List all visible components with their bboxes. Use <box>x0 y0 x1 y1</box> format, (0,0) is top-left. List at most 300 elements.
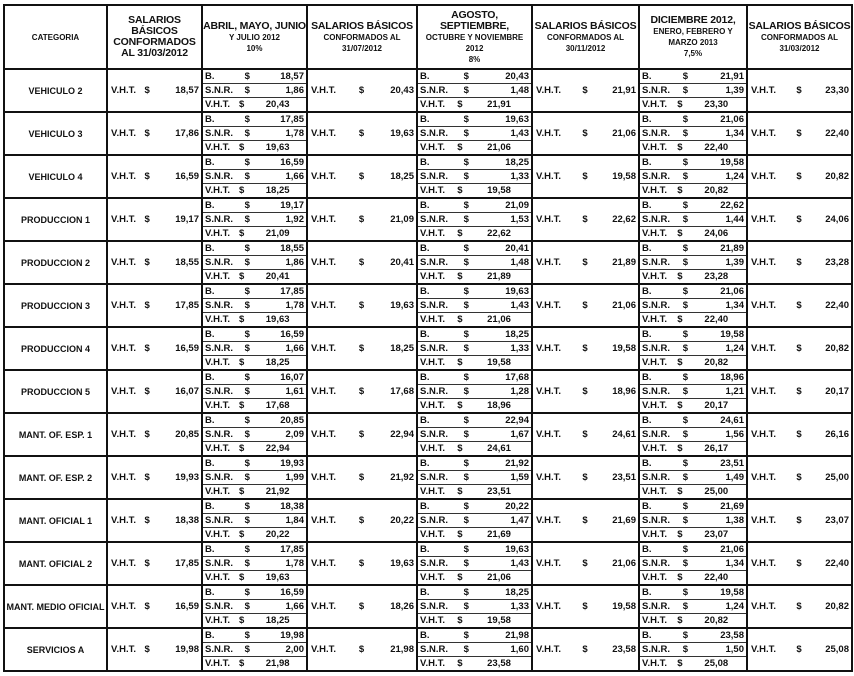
currency-symbol: $ <box>244 415 250 426</box>
vht-label: V.H.T. <box>205 443 230 454</box>
snr-label: S.N.R. <box>642 515 670 526</box>
vht-value: 21,09 <box>265 228 290 239</box>
currency-symbol: $ <box>463 114 469 125</box>
header-salary-1: SALARIOS BÁSICOS CONFORMADOS AL 31/07/2012 <box>307 5 417 69</box>
period-2-breakdown <box>417 155 532 198</box>
b-label: B. <box>205 630 215 641</box>
snr-value: 1,39 <box>725 85 744 96</box>
salary-value: 18,96 <box>612 386 636 397</box>
b-label: B. <box>420 544 430 555</box>
category-cell <box>4 241 107 284</box>
vht-value: 25,00 <box>704 486 729 497</box>
vht-label: V.H.T. <box>536 558 561 569</box>
b-value: 19,58 <box>720 329 744 340</box>
snr-label: S.N.R. <box>420 515 448 526</box>
vht-label: V.H.T. <box>205 228 230 239</box>
salary-2-cell <box>532 241 639 284</box>
b-value: 19,63 <box>505 544 529 555</box>
table-row <box>4 542 852 585</box>
currency-symbol: $ <box>463 558 469 569</box>
period-1-breakdown <box>202 370 307 413</box>
table-row <box>4 69 852 112</box>
salary-1-cell <box>307 284 417 327</box>
table-row <box>4 628 852 671</box>
currency-symbol: $ <box>582 601 588 612</box>
category-label: MANT. OFICIAL 2 <box>18 558 93 569</box>
vht-label: V.H.T. <box>111 257 136 268</box>
base-value: 16,59 <box>175 601 199 612</box>
salary-value: 21,89 <box>612 257 636 268</box>
vht-label: V.H.T. <box>536 214 561 225</box>
b-label: B. <box>420 329 430 340</box>
vht-label: V.H.T. <box>536 85 561 96</box>
vht-value: 21,06 <box>487 314 511 325</box>
vht-label: V.H.T. <box>642 314 667 325</box>
snr-value: 1,44 <box>725 214 744 225</box>
snr-label: S.N.R. <box>642 343 670 354</box>
salary-3-cell <box>747 542 852 585</box>
b-value: 20,43 <box>505 71 529 82</box>
currency-symbol: $ <box>244 429 250 440</box>
b-value: 22,94 <box>505 415 529 426</box>
base-value: 18,57 <box>175 85 199 96</box>
snr-value: 1,66 <box>285 601 304 612</box>
category-cell <box>4 69 107 112</box>
snr-label: S.N.R. <box>420 257 448 268</box>
currency-symbol: $ <box>796 386 802 397</box>
vht-label: V.H.T. <box>311 300 336 311</box>
currency-symbol: $ <box>457 185 463 196</box>
salary-value: 22,40 <box>825 558 849 569</box>
vht-label: V.H.T. <box>205 271 230 282</box>
salary-value: 22,40 <box>825 300 849 311</box>
snr-label: S.N.R. <box>420 171 448 182</box>
currency-symbol: $ <box>358 429 365 440</box>
snr-label: S.N.R. <box>420 85 448 96</box>
table-row <box>4 499 852 542</box>
currency-symbol: $ <box>682 85 689 96</box>
currency-symbol: $ <box>244 286 250 297</box>
currency-symbol: $ <box>244 300 250 311</box>
vht-label: V.H.T. <box>642 658 667 669</box>
currency-symbol: $ <box>244 544 250 555</box>
b-label: B. <box>642 200 652 211</box>
category-cell <box>4 413 107 456</box>
vht-value: 21,69 <box>487 529 511 540</box>
vht-value: 22,40 <box>704 142 729 153</box>
snr-value: 1,43 <box>510 128 529 139</box>
category-cell <box>4 585 107 628</box>
base-value: 20,85 <box>175 429 199 440</box>
header-salary-2: SALARIOS BÁSICOS CONFORMADOS AL 30/11/2012 <box>532 5 639 69</box>
currency-symbol: $ <box>582 128 588 139</box>
b-label: B. <box>420 157 430 168</box>
vht-label: V.H.T. <box>751 644 776 655</box>
salary-value: 22,40 <box>825 128 849 139</box>
base-salary-cell <box>107 542 202 585</box>
category-label: PRODUCCION 5 <box>20 386 90 397</box>
snr-value: 1,49 <box>725 472 744 483</box>
salary-value: 20,82 <box>825 601 849 612</box>
currency-symbol: $ <box>463 587 469 598</box>
salary-value: 18,26 <box>390 601 414 612</box>
currency-symbol: $ <box>144 429 150 440</box>
vht-label: V.H.T. <box>420 529 445 540</box>
base-salary-cell <box>107 413 202 456</box>
vht-label: V.H.T. <box>111 601 136 612</box>
period-2-breakdown <box>417 112 532 155</box>
b-value: 21,06 <box>720 114 744 125</box>
currency-symbol: $ <box>677 529 683 540</box>
currency-symbol: $ <box>358 300 365 311</box>
salary-2-cell <box>532 499 639 542</box>
salary-3-cell <box>747 198 852 241</box>
b-label: B. <box>205 286 215 297</box>
header-row <box>4 5 852 69</box>
vht-label: V.H.T. <box>420 486 445 497</box>
currency-symbol: $ <box>244 214 250 225</box>
currency-symbol: $ <box>582 644 588 655</box>
currency-symbol: $ <box>463 515 469 526</box>
vht-label: V.H.T. <box>536 644 561 655</box>
currency-symbol: $ <box>239 486 245 497</box>
currency-symbol: $ <box>144 343 150 354</box>
currency-symbol: $ <box>144 515 150 526</box>
salary-3-cell <box>747 241 852 284</box>
currency-symbol: $ <box>677 142 683 153</box>
salary-value: 20,43 <box>390 85 414 96</box>
currency-symbol: $ <box>682 587 689 598</box>
category-cell <box>4 198 107 241</box>
currency-symbol: $ <box>682 601 689 612</box>
currency-symbol: $ <box>244 372 250 383</box>
header-categoria: CATEGORIA <box>4 5 107 69</box>
vht-label: V.H.T. <box>420 443 445 454</box>
currency-symbol: $ <box>358 601 365 612</box>
period-3-breakdown <box>639 241 747 284</box>
currency-symbol: $ <box>244 458 250 469</box>
currency-symbol: $ <box>457 314 463 325</box>
salary-value: 20,82 <box>825 171 849 182</box>
currency-symbol: $ <box>682 214 689 225</box>
salary-3-cell <box>747 112 852 155</box>
b-value: 18,55 <box>280 243 304 254</box>
vht-value: 24,06 <box>704 228 729 239</box>
b-value: 20,22 <box>505 501 529 512</box>
vht-label: V.H.T. <box>642 486 667 497</box>
category-cell <box>4 542 107 585</box>
b-value: 18,38 <box>280 501 304 512</box>
snr-value: 1,28 <box>510 386 529 397</box>
header-period-2: AGOSTO, SEPTIEMBRE, OCTUBRE Y NOVIEMBRE 2012 8% <box>417 5 532 69</box>
currency-symbol: $ <box>463 415 469 426</box>
base-salary-cell <box>107 198 202 241</box>
vht-label: V.H.T. <box>751 429 776 440</box>
vht-value: 21,06 <box>487 572 511 583</box>
base-salary-cell <box>107 69 202 112</box>
snr-value: 1,53 <box>510 214 529 225</box>
vht-label: V.H.T. <box>642 529 667 540</box>
currency-symbol: $ <box>239 185 245 196</box>
base-salary-cell <box>107 112 202 155</box>
currency-symbol: $ <box>796 171 802 182</box>
currency-symbol: $ <box>358 85 365 96</box>
b-value: 17,68 <box>505 372 529 383</box>
salary-2-cell <box>532 155 639 198</box>
table-row <box>4 585 852 628</box>
period-2-breakdown <box>417 499 532 542</box>
vht-value: 23,07 <box>704 529 729 540</box>
currency-symbol: $ <box>682 515 689 526</box>
b-label: B. <box>642 286 652 297</box>
period-3-breakdown <box>639 155 747 198</box>
currency-symbol: $ <box>463 128 469 139</box>
snr-label: S.N.R. <box>642 472 670 483</box>
vht-value: 19,63 <box>265 142 290 153</box>
base-value: 17,85 <box>175 300 199 311</box>
vht-value: 17,68 <box>265 400 290 411</box>
currency-symbol: $ <box>463 429 469 440</box>
vht-value: 18,96 <box>487 400 511 411</box>
currency-symbol: $ <box>358 515 365 526</box>
currency-symbol: $ <box>358 257 365 268</box>
currency-symbol: $ <box>244 472 250 483</box>
vht-label: V.H.T. <box>420 615 445 626</box>
salary-value: 21,69 <box>612 515 636 526</box>
salary-value: 22,62 <box>612 214 636 225</box>
period-3-breakdown <box>639 112 747 155</box>
base-salary-cell <box>107 370 202 413</box>
b-label: B. <box>205 114 215 125</box>
category-cell <box>4 499 107 542</box>
currency-symbol: $ <box>796 644 802 655</box>
vht-label: V.H.T. <box>536 171 561 182</box>
currency-symbol: $ <box>244 343 250 354</box>
salary-value: 23,07 <box>825 515 849 526</box>
snr-value: 1,33 <box>510 601 529 612</box>
vht-label: V.H.T. <box>311 429 336 440</box>
table-row <box>4 241 852 284</box>
category-cell <box>4 327 107 370</box>
period-2-breakdown <box>417 327 532 370</box>
salary-value: 22,94 <box>390 429 414 440</box>
currency-symbol: $ <box>796 300 802 311</box>
currency-symbol: $ <box>239 615 245 626</box>
currency-symbol: $ <box>682 544 689 555</box>
snr-label: S.N.R. <box>420 429 448 440</box>
period-3-breakdown <box>639 69 747 112</box>
snr-label: S.N.R. <box>420 558 448 569</box>
currency-symbol: $ <box>677 357 683 368</box>
table-row <box>4 112 852 155</box>
snr-label: S.N.R. <box>420 343 448 354</box>
salary-value: 21,06 <box>612 300 636 311</box>
currency-symbol: $ <box>682 501 689 512</box>
b-label: B. <box>642 587 652 598</box>
currency-symbol: $ <box>677 314 683 325</box>
vht-label: V.H.T. <box>420 228 445 239</box>
b-value: 23,58 <box>720 630 744 641</box>
vht-value: 21,91 <box>487 99 511 110</box>
currency-symbol: $ <box>463 286 469 297</box>
period-1-breakdown <box>202 628 307 671</box>
snr-label: S.N.R. <box>642 128 670 139</box>
vht-label: V.H.T. <box>642 99 667 110</box>
table-row <box>4 370 852 413</box>
vht-label: V.H.T. <box>751 85 776 96</box>
table-row <box>4 198 852 241</box>
salary-value: 23,51 <box>612 472 636 483</box>
currency-symbol: $ <box>457 400 463 411</box>
currency-symbol: $ <box>244 515 250 526</box>
currency-symbol: $ <box>582 214 588 225</box>
vht-label: V.H.T. <box>751 257 776 268</box>
period-2-breakdown <box>417 241 532 284</box>
salary-3-cell <box>747 628 852 671</box>
vht-label: V.H.T. <box>111 558 136 569</box>
salary-value: 19,63 <box>390 558 414 569</box>
currency-symbol: $ <box>358 386 365 397</box>
vht-label: V.H.T. <box>642 271 667 282</box>
currency-symbol: $ <box>244 329 250 340</box>
currency-symbol: $ <box>463 458 469 469</box>
currency-symbol: $ <box>457 142 463 153</box>
currency-symbol: $ <box>457 99 463 110</box>
salary-2-cell <box>532 284 639 327</box>
vht-label: V.H.T. <box>311 214 336 225</box>
currency-symbol: $ <box>244 128 250 139</box>
currency-symbol: $ <box>677 443 683 454</box>
vht-label: V.H.T. <box>751 558 776 569</box>
b-value: 20,41 <box>505 243 529 254</box>
snr-label: S.N.R. <box>420 300 448 311</box>
currency-symbol: $ <box>463 386 469 397</box>
vht-label: V.H.T. <box>642 572 667 583</box>
currency-symbol: $ <box>463 472 469 483</box>
vht-label: V.H.T. <box>311 128 336 139</box>
currency-symbol: $ <box>677 658 683 669</box>
currency-symbol: $ <box>358 128 365 139</box>
currency-symbol: $ <box>682 343 689 354</box>
period-2-breakdown <box>417 69 532 112</box>
b-label: B. <box>642 544 652 555</box>
currency-symbol: $ <box>244 114 250 125</box>
snr-value: 2,00 <box>285 644 304 655</box>
vht-label: V.H.T. <box>205 99 230 110</box>
snr-value: 1,50 <box>725 644 744 655</box>
salary-value: 20,82 <box>825 343 849 354</box>
vht-label: V.H.T. <box>311 85 336 96</box>
b-label: B. <box>420 200 430 211</box>
b-label: B. <box>205 458 215 469</box>
currency-symbol: $ <box>463 200 469 211</box>
period-3-breakdown <box>639 284 747 327</box>
salary-3-cell <box>747 284 852 327</box>
snr-label: S.N.R. <box>642 257 670 268</box>
currency-symbol: $ <box>677 615 683 626</box>
snr-label: S.N.R. <box>642 214 670 225</box>
currency-symbol: $ <box>682 114 689 125</box>
period-2-breakdown <box>417 370 532 413</box>
b-value: 21,06 <box>720 286 744 297</box>
period-1-breakdown <box>202 284 307 327</box>
currency-symbol: $ <box>239 572 245 583</box>
snr-value: 1,21 <box>725 386 744 397</box>
vht-label: V.H.T. <box>751 214 776 225</box>
currency-symbol: $ <box>682 415 689 426</box>
base-salary-cell <box>107 628 202 671</box>
period-2-breakdown <box>417 198 532 241</box>
vht-value: 25,08 <box>704 658 729 669</box>
currency-symbol: $ <box>463 257 469 268</box>
snr-value: 1,66 <box>285 171 304 182</box>
currency-symbol: $ <box>144 386 150 397</box>
b-value: 20,85 <box>280 415 304 426</box>
b-value: 23,51 <box>720 458 744 469</box>
vht-label: V.H.T. <box>111 386 136 397</box>
vht-value: 21,92 <box>265 486 290 497</box>
category-cell <box>4 456 107 499</box>
vht-label: V.H.T. <box>311 515 336 526</box>
base-salary-cell <box>107 585 202 628</box>
currency-symbol: $ <box>677 486 683 497</box>
vht-label: V.H.T. <box>420 357 445 368</box>
b-label: B. <box>205 329 215 340</box>
salary-1-cell <box>307 628 417 671</box>
currency-symbol: $ <box>144 85 150 96</box>
b-value: 21,06 <box>720 544 744 555</box>
vht-label: V.H.T. <box>205 529 230 540</box>
vht-value: 20,82 <box>704 185 729 196</box>
currency-symbol: $ <box>239 99 245 110</box>
currency-symbol: $ <box>244 71 250 82</box>
period-2-breakdown <box>417 413 532 456</box>
currency-symbol: $ <box>677 99 683 110</box>
vht-label: V.H.T. <box>642 228 667 239</box>
vht-value: 19,58 <box>487 357 511 368</box>
currency-symbol: $ <box>244 587 250 598</box>
currency-symbol: $ <box>358 171 365 182</box>
b-label: B. <box>642 243 652 254</box>
table-row <box>4 413 852 456</box>
salary-value: 17,68 <box>390 386 414 397</box>
category-cell <box>4 370 107 413</box>
b-value: 21,69 <box>720 501 744 512</box>
b-value: 18,57 <box>280 71 304 82</box>
vht-value: 21,98 <box>265 658 290 669</box>
salary-1-cell <box>307 413 417 456</box>
currency-symbol: $ <box>239 228 245 239</box>
currency-symbol: $ <box>244 257 250 268</box>
currency-symbol: $ <box>796 257 802 268</box>
currency-symbol: $ <box>682 458 689 469</box>
vht-value: 22,94 <box>265 443 290 454</box>
vht-label: V.H.T. <box>111 472 136 483</box>
currency-symbol: $ <box>457 486 463 497</box>
b-value: 21,89 <box>720 243 744 254</box>
vht-label: V.H.T. <box>111 171 136 182</box>
currency-symbol: $ <box>582 343 588 354</box>
currency-symbol: $ <box>682 257 689 268</box>
salary-value: 18,25 <box>390 343 414 354</box>
currency-symbol: $ <box>244 85 250 96</box>
snr-label: S.N.R. <box>205 472 233 483</box>
category-cell <box>4 284 107 327</box>
period-1-breakdown <box>202 413 307 456</box>
salary-1-cell <box>307 112 417 155</box>
currency-symbol: $ <box>239 658 245 669</box>
period-1-breakdown <box>202 155 307 198</box>
